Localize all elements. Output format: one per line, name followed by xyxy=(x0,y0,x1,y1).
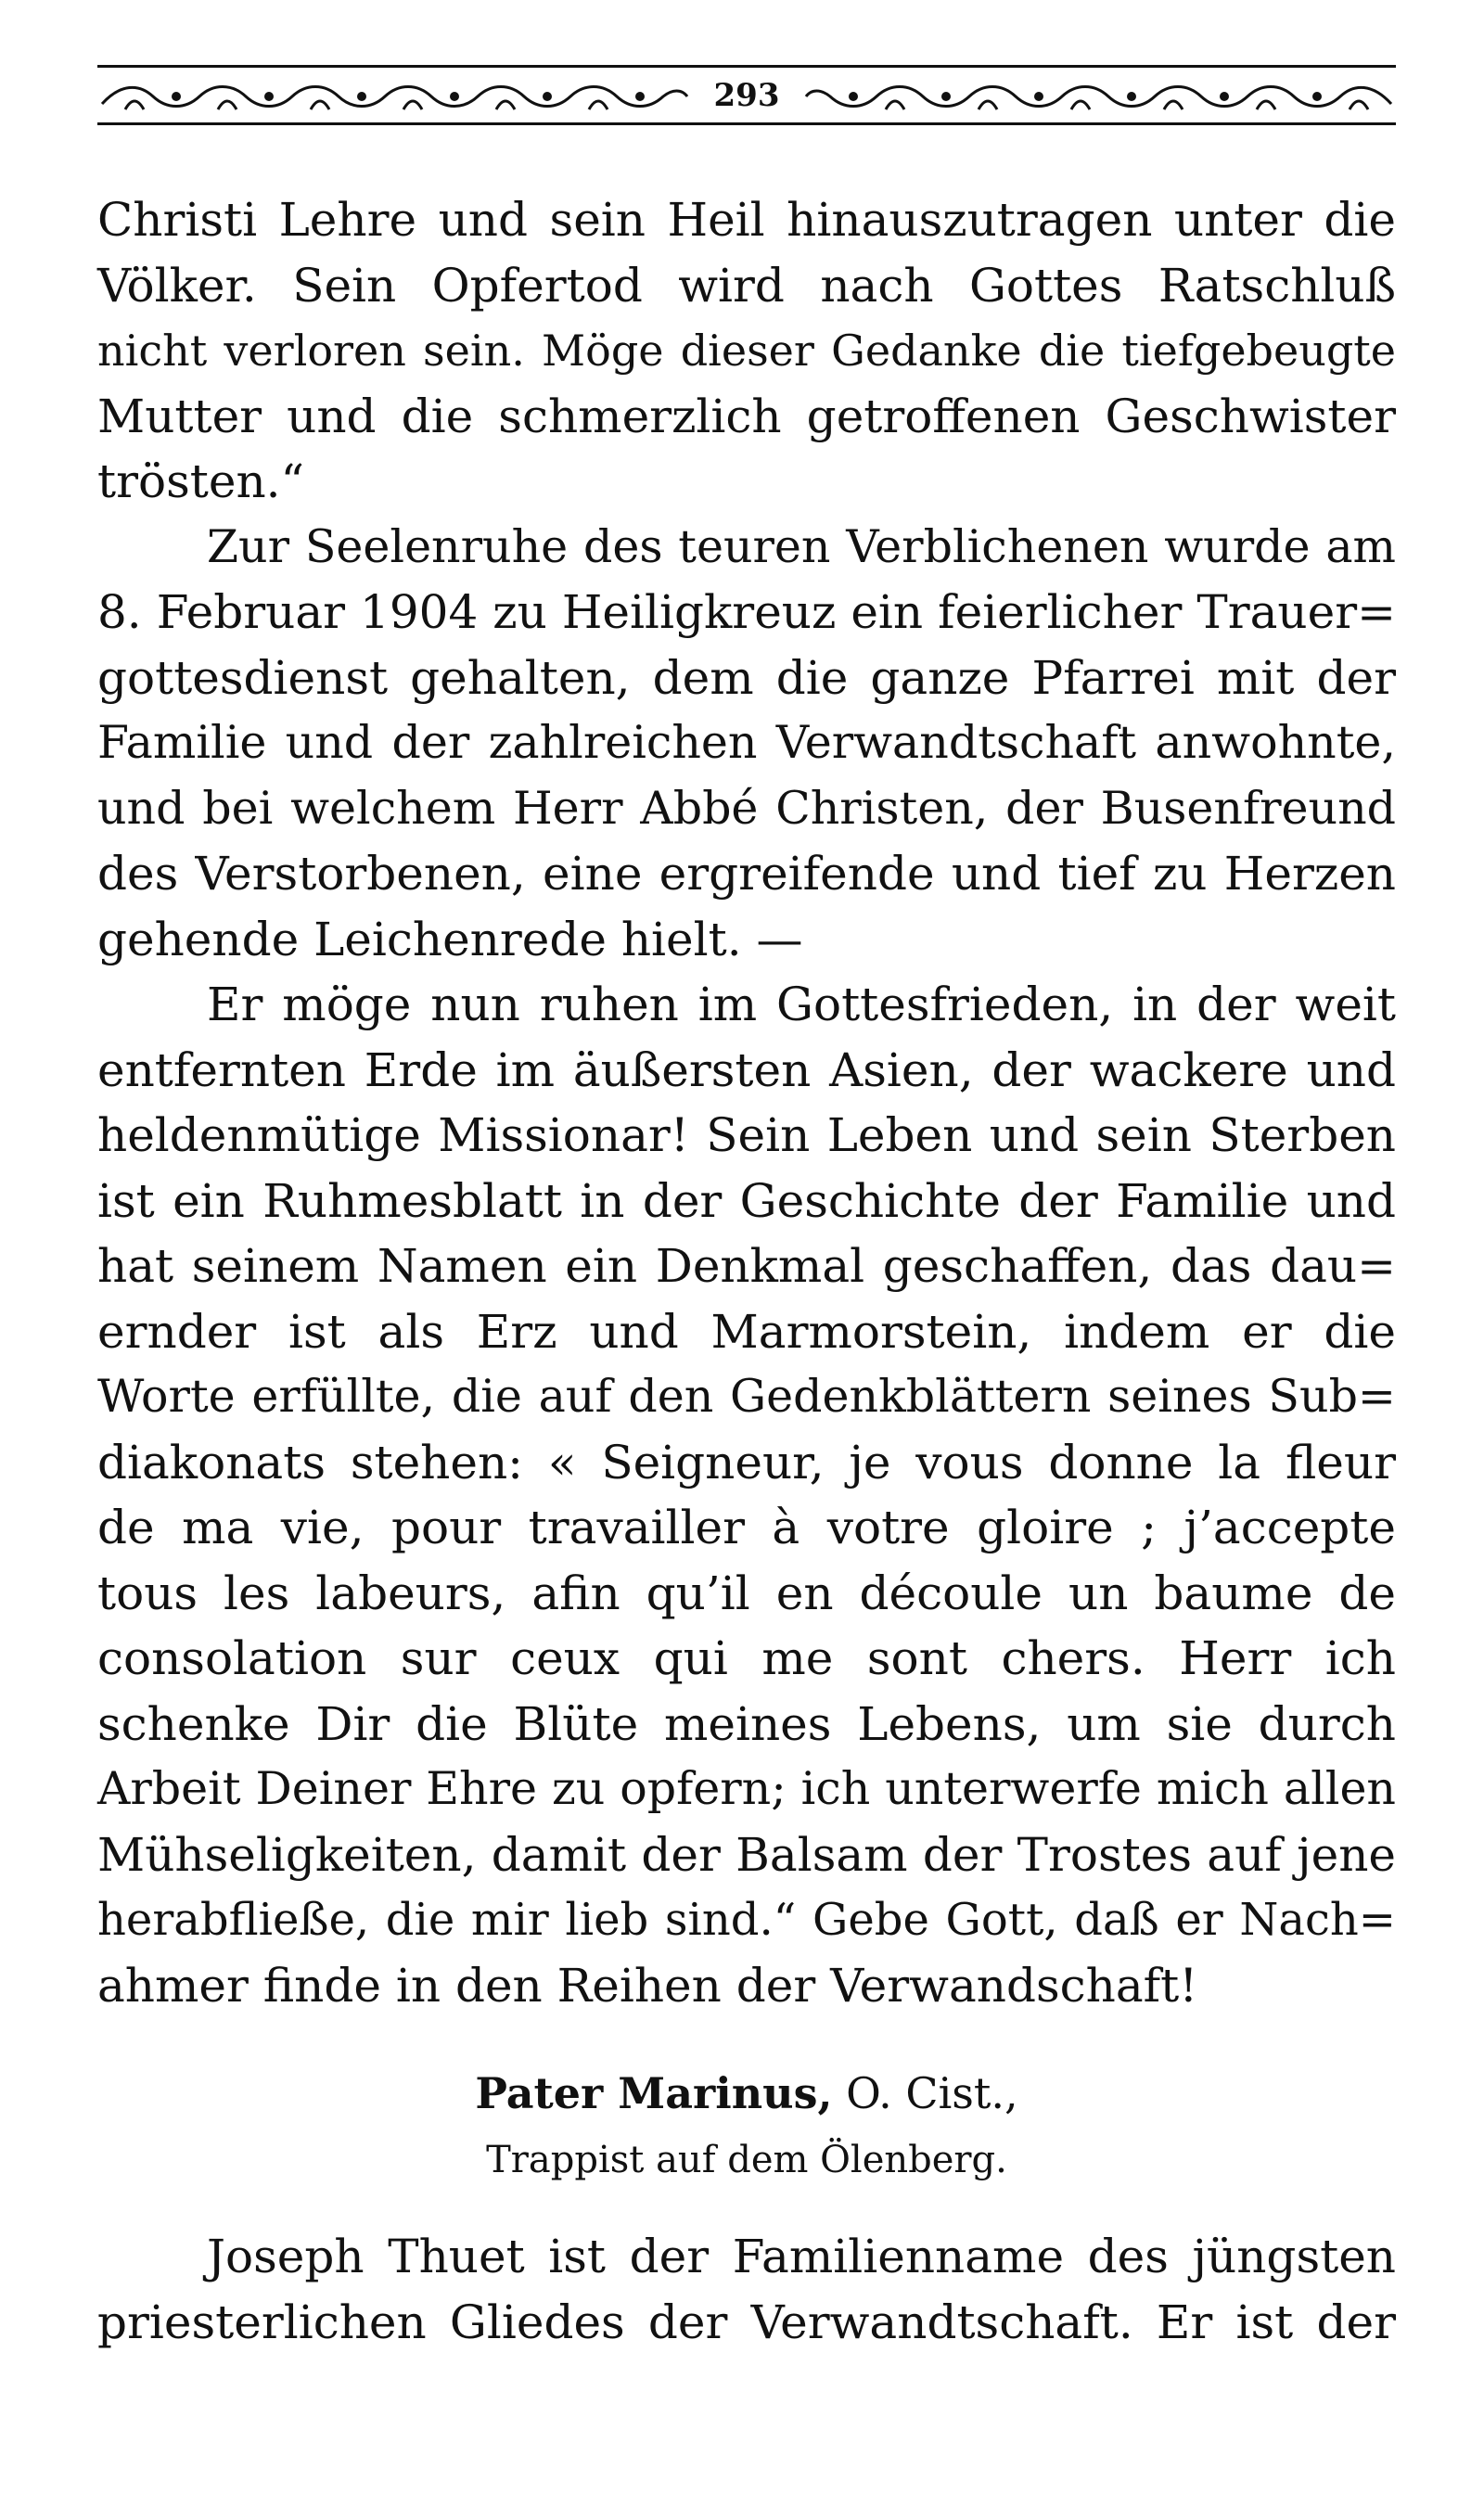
text-line: schenke Dir die Blüte meines Lebens, um sie durch xyxy=(97,1696,1396,1751)
text-line: nicht verloren sein. Möge dieser Gedanke die tiefgebeugte xyxy=(97,326,1396,376)
text-line: tous les labeurs, afin qu’il en découle un baume de xyxy=(97,1566,1396,1620)
text-line: hat seinem Namen ein Denkmal geschaffen, das dau= xyxy=(97,1239,1396,1293)
page-header xyxy=(97,65,1396,139)
text-line: ahmer finde in den Reihen der Verwandschaft! xyxy=(97,1958,1198,2013)
author-place: Trappist auf dem Ölenberg. xyxy=(486,2139,1007,2181)
text-line: heldenmütige Missionar! Sein Leben und sein Sterben xyxy=(97,1108,1396,1162)
text-line: Worte erfüllte, die auf den Gedenkblättern seines Sub= xyxy=(97,1370,1396,1423)
text-line: Mühseligkeiten, damit der Balsam der Trostes auf jene xyxy=(97,1827,1396,1882)
text-line: diakonats stehen: « Seigneur, je vous donne la fleur xyxy=(97,1435,1396,1489)
text-line: entfernten Erde im äußersten Asien, der wackere und xyxy=(97,1042,1396,1097)
text-line: trösten.“ xyxy=(97,454,305,508)
next-section-text xyxy=(97,2224,1396,2355)
signature-line xyxy=(97,2063,1396,2124)
text-line: 8. Februar 1904 zu Heiligkreuz ein feierlicher Trauer= xyxy=(97,585,1396,639)
text-line: Er möge nun ruhen im Gottesfrieden, in der weit xyxy=(207,978,1396,1031)
author-name: Pater Marinus, xyxy=(475,2068,833,2118)
text-line: priesterlichen Gliedes der Verwandtschaft. Er ist der xyxy=(97,2295,1396,2349)
text-line: Familie und der zahlreichen Verwandtschaft anwohnte, xyxy=(97,716,1396,769)
text-line: ist ein Ruhmesblatt in der Geschichte der Familie und xyxy=(97,1173,1396,1228)
text-line: und bei welchem Herr Abbé Christen, der Busenfreund xyxy=(97,781,1396,835)
text-line: Arbeit Deiner Ehre zu opfern; ich unterwerfe mich allen xyxy=(97,1762,1396,1815)
header-rule-bottom xyxy=(97,122,1396,125)
text-line: Christi Lehre und sein Heil hinauszutragen unter die xyxy=(97,193,1396,247)
text-line: Joseph Thuet ist der Familienname des jüngsten xyxy=(207,2230,1396,2283)
text-line: de ma vie, pour travailler à votre gloire ; j’accepte xyxy=(97,1501,1396,1554)
page-number: 293 xyxy=(713,77,780,114)
header-rule-top xyxy=(97,65,1396,68)
author-order: O. Cist., xyxy=(846,2068,1018,2118)
text-line: gottesdienst gehalten, dem die ganze Pfarrei mit der xyxy=(97,650,1396,705)
text-line: gehende Leichenrede hielt. — xyxy=(97,912,803,966)
text-line: consolation sur ceux qui me sont chers. Herr ich xyxy=(97,1631,1396,1685)
ornament-left-icon xyxy=(97,76,691,117)
text-line: Zur Seelenruhe des teuren Verblichenen wurde am xyxy=(207,519,1396,573)
text-line: Völker. Sein Opfertod wird nach Gottes Ratschluß xyxy=(97,258,1396,313)
text-line: herabfließe, die mir lieb sind.“ Gebe Gott, daß er Nach= xyxy=(97,1894,1396,1946)
text-line: ernder ist als Erz und Marmorstein, indem er die xyxy=(97,1304,1396,1359)
ornament-right-icon xyxy=(802,76,1396,117)
book-page xyxy=(97,65,1396,2355)
signature-block xyxy=(97,2063,1396,2191)
main-text xyxy=(97,187,1396,2018)
text-line: Mutter und die schmerzlich getroffenen Geschwister xyxy=(97,389,1396,443)
text-line: des Verstorbenen, eine ergreifende und tief zu Herzen xyxy=(97,847,1396,901)
